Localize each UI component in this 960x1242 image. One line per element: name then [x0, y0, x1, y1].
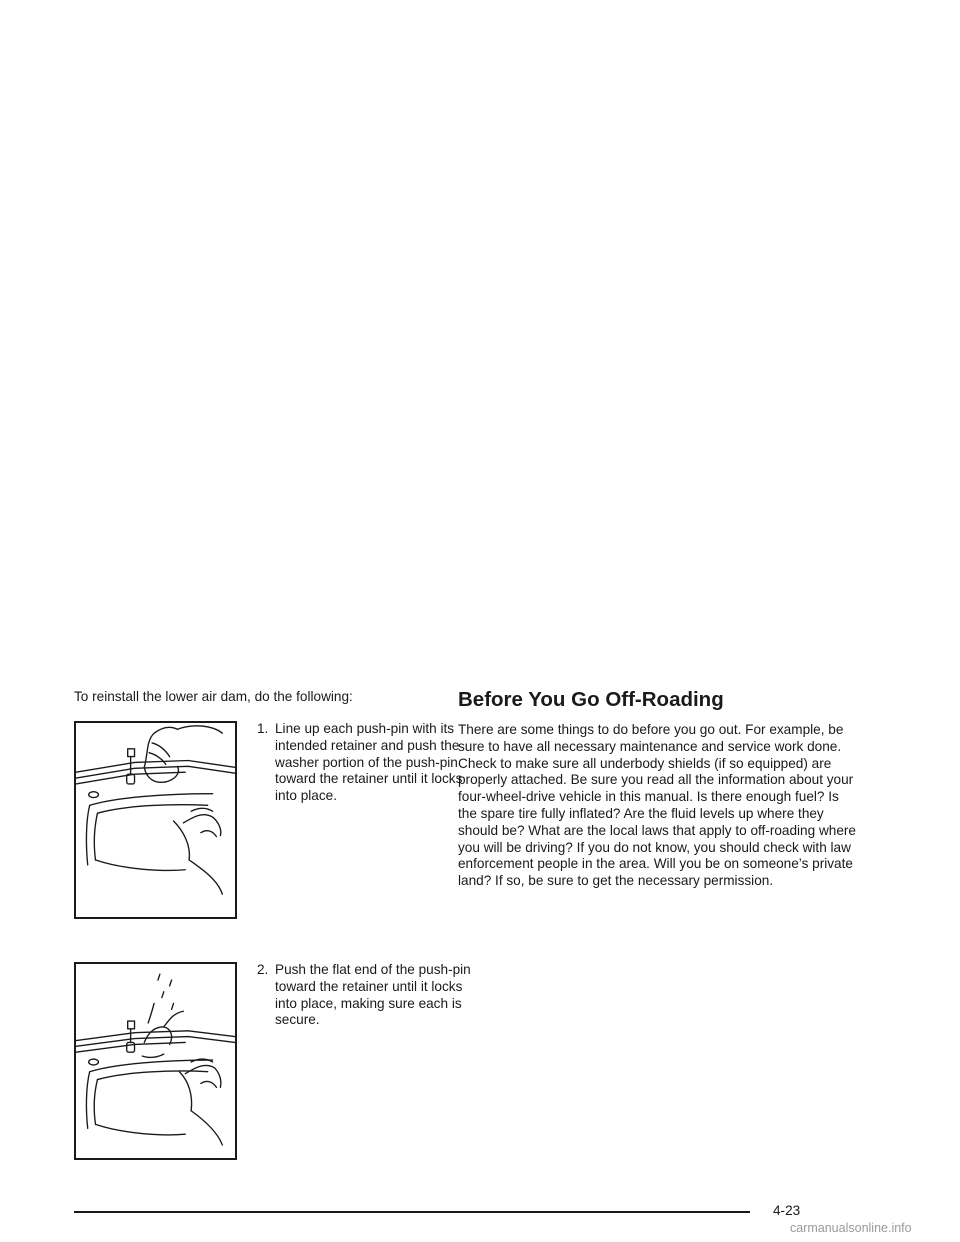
step-1-text — [257, 721, 475, 805]
step-2-number: 2. — [257, 962, 269, 977]
section-body: There are some things to do before you go out. For example, be sure to have all necessary maintenance and service work done. Check to make sure all underbody shields (if so equipped) are properly attached. Be sure you read all the information about your four-wheel-drive vehicle in this manual. Is there enough fuel? Is the spare tire fully inflated? Are the fluid levels up where they should be? What are the local laws that apply to off-roading where you will be driving? If you do not know, you should check with law enforcement people in the area. Will you be on someone’s private land? If so, be sure to get the necessary permission. — [458, 722, 856, 889]
step-2-text — [257, 962, 475, 1029]
step-1-description: Line up each push-pin with its intended retainer and push the washer portion of the push-pin toward the retainer until it locks into place. — [275, 721, 463, 804]
step-1 — [74, 721, 463, 927]
intro-text: To reinstall the lower air dam, do the following: — [74, 689, 353, 704]
left-column — [74, 688, 471, 1168]
push-pin-locking-illustration-icon — [74, 962, 237, 1160]
section-heading: Before You Go Off-Roading — [458, 688, 724, 711]
right-column — [458, 686, 858, 890]
step-2 — [74, 962, 471, 1168]
step-1-number: 1. — [257, 721, 269, 736]
page-number: 4-23 — [773, 1203, 801, 1218]
push-pin-alignment-illustration-icon — [74, 721, 237, 919]
watermark: carmanualsonline.info — [790, 1221, 912, 1235]
step-2-description: Push the flat end of the push-pin toward the retainer until it locks into place, making sure each is secure. — [275, 962, 471, 1028]
footer-rule — [74, 1211, 750, 1213]
